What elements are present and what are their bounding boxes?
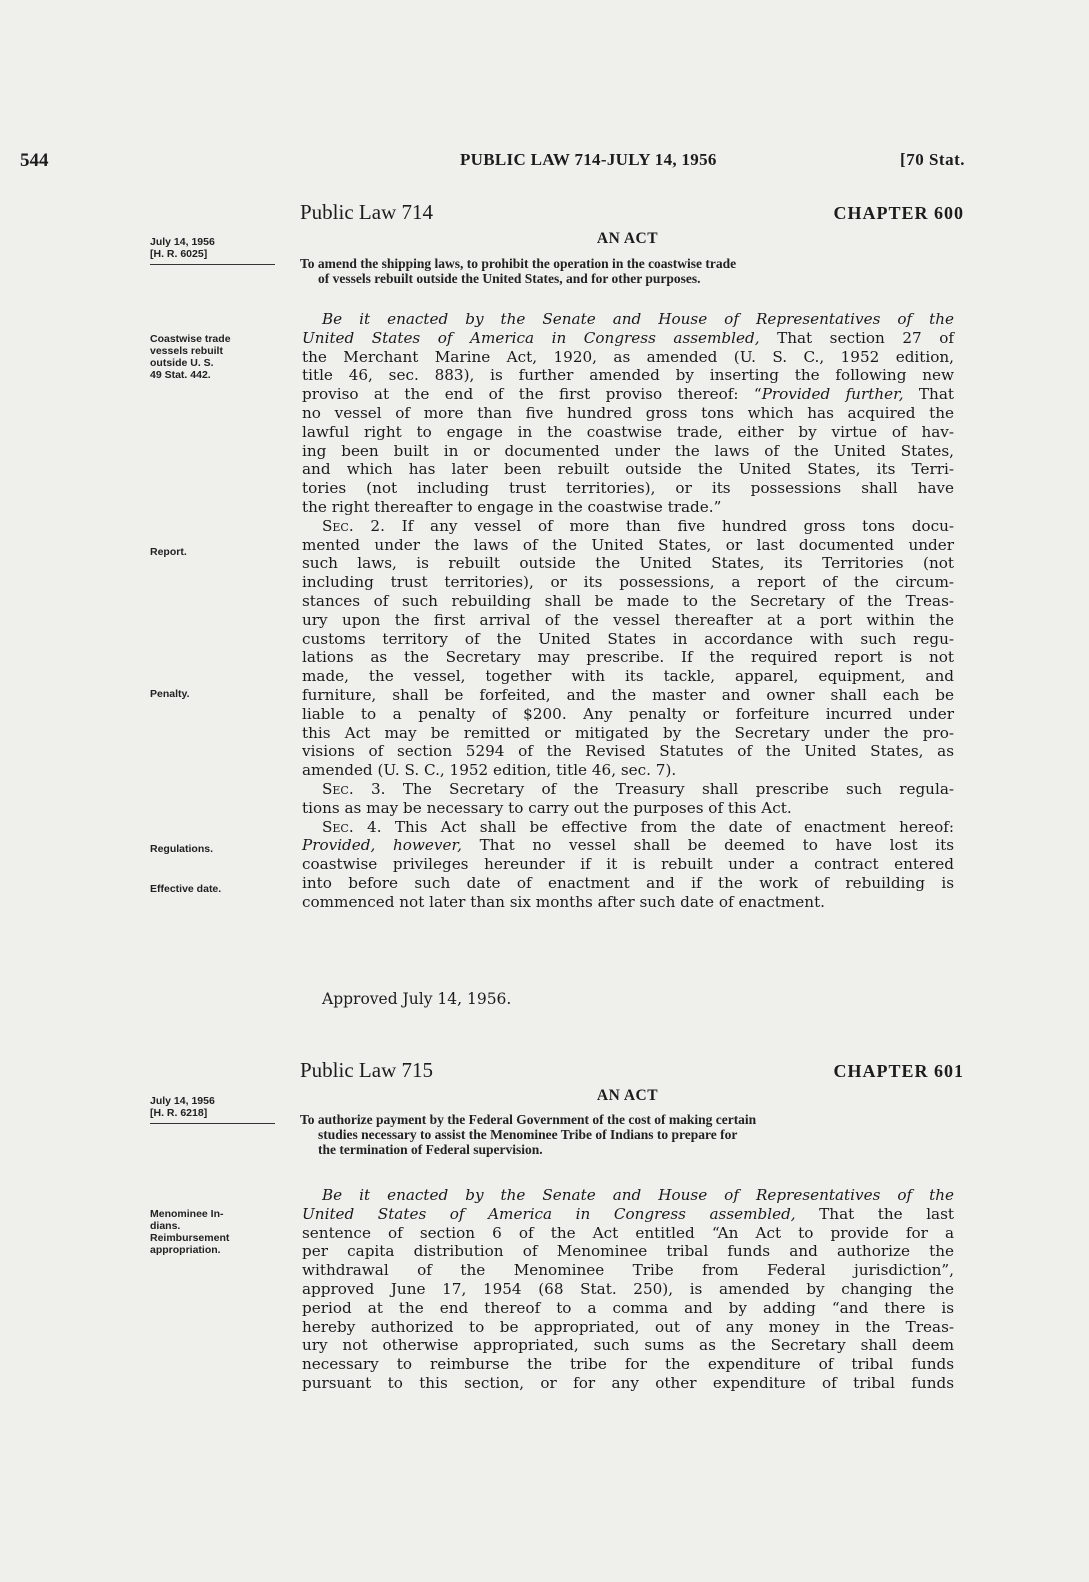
body-line: including trust territories), or its possessions, a report of the circum- (302, 573, 954, 592)
law-714-title: Public Law 714 (300, 200, 433, 224)
law-715-margin-date (150, 1095, 275, 1124)
margin-note-report: Report. (150, 546, 187, 558)
body-line: title 46, sec. 883), is further amended by inserting the following new (302, 366, 954, 385)
body-line: lawful right to engage in the coastwise trade, either by virtue of hav- (302, 422, 954, 441)
body-line: necessary to reimburse the tribe for the expenditure of tribal funds (302, 1355, 954, 1374)
purpose-line: studies necessary to assist the Menominee Tribe of Indians to prepare for (318, 1127, 738, 1142)
margin-note-penalty: Penalty. (150, 688, 190, 700)
purpose-line: To amend the shipping laws, to prohibit the operation in the coastwise trade (300, 256, 737, 271)
body-line: withdrawal of the Menominee Tribe from Federal jurisdiction”, (302, 1261, 954, 1280)
section-label: Sec. 3. (322, 779, 386, 798)
page-number: 544 (20, 150, 49, 171)
running-header (20, 150, 965, 178)
proviso: Provided, however, (302, 836, 462, 855)
body-line: the right thereafter to engage in the coastwise trade.” (302, 497, 722, 516)
running-head-title: PUBLIC LAW 714-JULY 14, 1956 (460, 150, 717, 169)
law-714-an-act: AN ACT (596, 230, 659, 247)
margin-date-line: July 14, 1956 (150, 1095, 215, 1107)
law-715-title: Public Law 715 (300, 1058, 433, 1082)
enacting-clause: United States of America in Congress assembled, (302, 328, 760, 347)
body-line: amended (U. S. C., 1952 edition, title 46, sec. 7). (302, 761, 677, 780)
law-715-purpose (300, 1112, 955, 1157)
margin-bill-line: [H. R. 6218] (150, 1107, 208, 1119)
body-line: Provided, however, That no vessel shall be deemed to have lost its (302, 836, 954, 855)
body-line: commenced not later than six months after such date of enactment. (302, 892, 826, 911)
enacting-clause-line (302, 1186, 954, 1205)
body-line: ing been built in or documented under the laws of the United States, (302, 441, 954, 460)
body-line: proviso at the end of the first proviso thereof: “Provided further, That (302, 385, 954, 404)
law-714-chapter: CHAPTER 600 (833, 203, 964, 223)
body-line: United States of America in Congress assembled, That the last (302, 1204, 955, 1223)
margin-bill-line: [H. R. 6025] (150, 248, 208, 260)
body-line: ury not otherwise appropriated, such sums as the Secretary shall deem (302, 1336, 954, 1355)
body-line: made, the vessel, together with its tackle, apparel, equipment, and (302, 667, 954, 686)
body-line: no vessel of more than five hundred gross tons which has acquired the (302, 403, 954, 422)
margin-note-regulations: Regulations. (150, 843, 214, 855)
body-line: furniture, shall be forfeited, and the master and owner shall each be (302, 685, 954, 704)
statute-reference: [70 Stat. (900, 150, 965, 169)
law-715-chapter: CHAPTER 601 (833, 1061, 964, 1081)
margin-note-effective-date: Effective date. (150, 883, 222, 895)
purpose-line: of vessels rebuilt outside the United States, and for other purposes. (318, 271, 701, 286)
body-line: pursuant to this section, or for any other expenditure of tribal funds (302, 1373, 954, 1392)
body-line: United States of America in Congress assembled, That section 27 of (302, 328, 954, 347)
body-line: and which has later been rebuilt outside the United States, its Terri- (302, 460, 954, 479)
enacting-clause: Be it enacted by the Senate and House of Representatives of the (322, 1186, 954, 1204)
body-line: stances of such rebuilding shall be made to the Secretary of the Treas- (302, 591, 954, 610)
body-line: the Merchant Marine Act, 1920, as amended (U. S. C., 1952 edition, (302, 347, 954, 366)
body-line: sentence of section 6 of the Act entitled “An Act to provide for a (302, 1223, 954, 1242)
section-2-line: Sec. 2. If any vessel of more than five hundred gross tons docu- (322, 516, 954, 535)
section-3-line: Sec. 3. The Secretary of the Treasury shall prescribe such regula- (322, 779, 955, 798)
body-line: coastwise privileges hereunder if it is rebuilt under a contract entered (302, 855, 954, 874)
margin-note-line: outside U. S. (150, 357, 214, 369)
margin-note-line: Coastwise trade (150, 333, 231, 345)
law-714-body (302, 310, 954, 912)
margin-note-coastwise (150, 333, 290, 381)
margin-note-line: Menominee In- (150, 1208, 224, 1220)
margin-note-line: appropriation. (150, 1244, 221, 1256)
purpose-line: To authorize payment by the Federal Government of the cost of making certain (300, 1112, 757, 1127)
margin-date-line: July 14, 1956 (150, 236, 215, 248)
section-label: Sec. 2. (322, 516, 385, 535)
body-line: visions of section 5294 of the Revised Statutes of the United States, as (302, 742, 954, 761)
law-714-approved: Approved July 14, 1956. (322, 990, 512, 1008)
law-715-body (302, 1186, 954, 1393)
proviso: Provided further, (761, 385, 904, 404)
margin-note-line: Reimbursement (150, 1232, 230, 1244)
body-line: this Act may be remitted or mitigated by the Secretary under the pro- (302, 723, 954, 742)
margin-note-menominee (150, 1208, 290, 1256)
section-4-line: Sec. 4. This Act shall be effective from the date of enactment hereof: (322, 817, 954, 836)
margin-note-line: 49 Stat. 442. (150, 369, 211, 381)
body-line: mented under the laws of the United States, or last documented under (302, 535, 954, 554)
body-line: approved June 17, 1954 (68 Stat. 250), is amended by changing the (302, 1279, 954, 1298)
margin-note-line: dians. (150, 1220, 181, 1232)
law-715-an-act: AN ACT (596, 1087, 659, 1104)
body-line: tions as may be necessary to carry out the purposes of this Act. (302, 798, 792, 817)
enacting-clause-line (302, 310, 954, 329)
body-line: per capita distribution of Menominee tribal funds and authorize the (302, 1242, 954, 1261)
law-714-margin-date (150, 236, 275, 265)
body-line: lations as the Secretary may prescribe. If the required report is not (302, 648, 954, 667)
section-label: Sec. 4. (322, 817, 382, 836)
enacting-clause: United States of America in Congress assembled, (302, 1204, 796, 1223)
enacting-clause: Be it enacted by the Senate and House of Representatives of the (322, 310, 954, 328)
margin-note-line: vessels rebuilt (150, 345, 223, 357)
body-line: hereby authorized to be appropriated, out of any money in the Treas- (302, 1317, 954, 1336)
purpose-line: the termination of Federal supervision. (318, 1142, 543, 1157)
body-line: into before such date of enactment and if the work of rebuilding is (302, 873, 954, 892)
body-line: tories (not including trust territories), or its possessions shall have (302, 479, 954, 498)
body-line: period at the end thereof to a comma and by adding “and there is (302, 1298, 954, 1317)
body-line: ury upon the first arrival of the vessel thereafter at a port within the (302, 610, 954, 629)
body-line: such laws, is rebuilt outside the United States, its Territories (not (302, 554, 954, 573)
body-line: liable to a penalty of $200. Any penalty or forfeiture incurred under (302, 704, 954, 723)
law-714-purpose (300, 256, 955, 286)
body-line: customs territory of the United States in accordance with such regu- (302, 629, 954, 648)
